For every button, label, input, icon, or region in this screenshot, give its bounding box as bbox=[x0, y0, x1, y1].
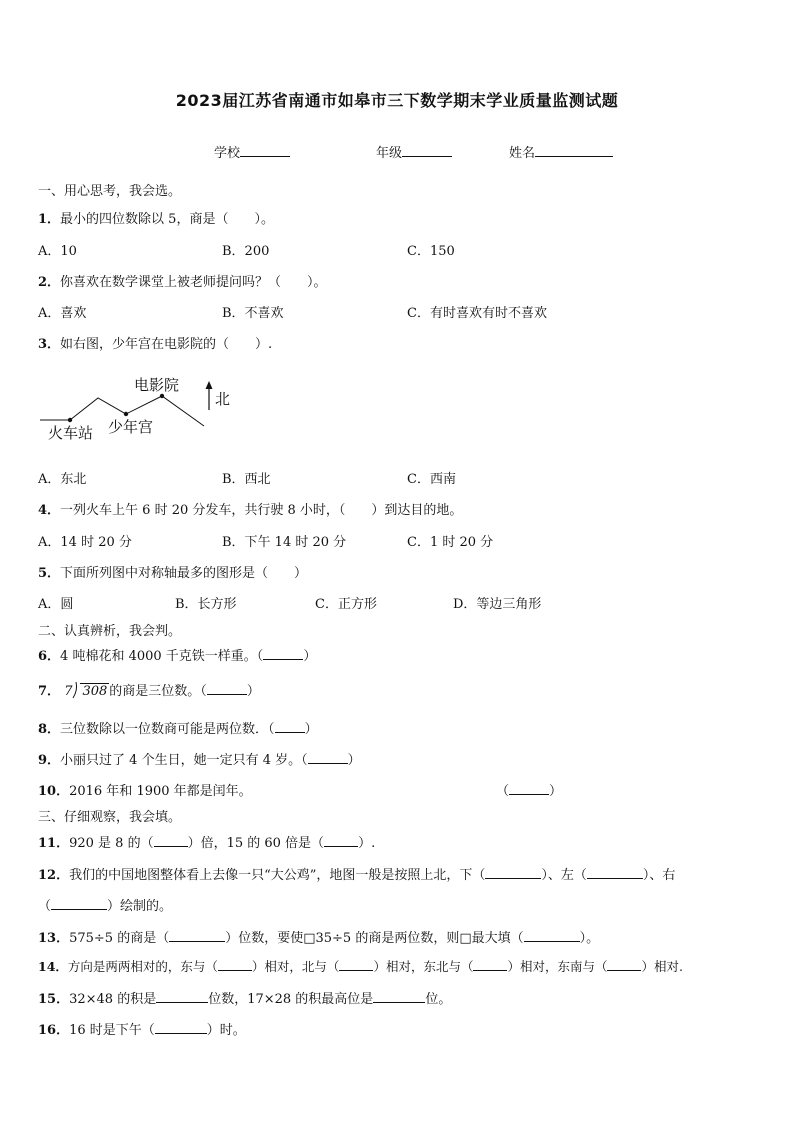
q12-blank-left[interactable] bbox=[587, 866, 643, 879]
q12-blank-down[interactable] bbox=[485, 866, 541, 879]
q5-option-c: C．正方形 bbox=[315, 597, 377, 612]
question-9: 9．小丽只过了 4 个生日，她一定只有 4 岁。（ ） bbox=[38, 753, 361, 768]
q10-answer-blank[interactable] bbox=[509, 782, 549, 795]
q4-option-b: B．下午 14 时 20 分 bbox=[222, 535, 347, 550]
cinema-dot bbox=[160, 394, 164, 398]
cinema-label: 电影院 bbox=[134, 376, 180, 394]
q16-blank[interactable] bbox=[155, 1021, 207, 1034]
q1-option-b: B．200 bbox=[222, 244, 270, 259]
question-12-line-2: （ ）绘制的。 bbox=[38, 899, 173, 914]
q3-option-b: B．西北 bbox=[222, 472, 271, 487]
name-blank bbox=[535, 144, 613, 157]
grade-field bbox=[376, 142, 452, 161]
q2-option-c: C．有时喜欢有时不喜欢 bbox=[407, 306, 547, 321]
school-blank bbox=[240, 144, 290, 157]
section-2-heading: 二、认真辨析，我会判。 bbox=[38, 624, 182, 639]
north-arrow-icon bbox=[206, 381, 213, 389]
q15-blank-1[interactable] bbox=[156, 990, 208, 1003]
question-11: 11．920 是 8 的（ ）倍，15 的 60 倍是（ ）. bbox=[38, 836, 376, 851]
q11-blank-1[interactable] bbox=[154, 834, 188, 847]
youth-palace-dot bbox=[124, 412, 128, 416]
school-label: 学校 bbox=[214, 146, 241, 161]
page-title: 2023届江苏省南通市如皋市三下数学期末学业质量监测试题 bbox=[175, 91, 619, 110]
question-6: 6．4 吨棉花和 4000 千克铁一样重。（ ） bbox=[38, 649, 317, 664]
youth-palace-label: 少年宫 bbox=[108, 418, 154, 436]
q3-option-a: A．东北 bbox=[38, 472, 87, 487]
question-1: 1．最小的四位数除以 5，商是（ ）。 bbox=[38, 212, 274, 227]
question-12: 12．我们的中国地图整体看上去像一只“大公鸡”，地图一般是按照上北，下（ ）、左（ ）、右 bbox=[38, 868, 676, 883]
direction-diagram bbox=[38, 370, 238, 450]
question-3: 3．如右图，少年宫在电影院的（ ）. bbox=[38, 337, 273, 352]
long-division-expression: 7 308 bbox=[64, 681, 109, 699]
q1-option-a: A．10 bbox=[38, 244, 77, 259]
section-1-heading: 一、用心思考，我会选。 bbox=[38, 184, 182, 199]
q15-blank-2[interactable] bbox=[373, 990, 425, 1003]
q2-option-a: A．喜欢 bbox=[38, 306, 87, 321]
q3-option-c: C．西南 bbox=[407, 472, 456, 487]
q14-blank-1[interactable] bbox=[218, 958, 252, 971]
q13-blank-2[interactable] bbox=[524, 929, 580, 942]
question-14: 14．方向是两两相对的，东与（ ）相对，北与（ ）相对，东北与（ ）相对，东南与（ ）相对. bbox=[38, 959, 683, 974]
question-4: 4．一列火车上午 6 时 20 分发车，共行驶 8 小时，（ ）到达目的地。 bbox=[38, 503, 463, 518]
q14-blank-3[interactable] bbox=[473, 958, 507, 971]
q4-option-c: C．1 时 20 分 bbox=[407, 535, 494, 550]
q9-answer-blank[interactable] bbox=[308, 751, 348, 764]
q10-answer: （ ） bbox=[496, 784, 563, 799]
q5-option-d: D．等边三角形 bbox=[453, 597, 542, 612]
q14-blank-4[interactable] bbox=[607, 958, 641, 971]
name-field bbox=[509, 142, 613, 161]
q5-option-a: A．圆 bbox=[38, 597, 74, 612]
q13-blank-1[interactable] bbox=[169, 929, 225, 942]
q4-option-a: A．14 时 20 分 bbox=[38, 535, 132, 550]
q6-answer-blank[interactable] bbox=[263, 647, 303, 660]
question-8: 8．三位数除以一位数商可能是两位数．（ ） bbox=[38, 722, 318, 737]
station-label: 火车站 bbox=[48, 424, 94, 442]
grade-label: 年级 bbox=[376, 146, 403, 161]
question-5: 5．下面所列图中对称轴最多的图形是（ ） bbox=[38, 566, 308, 581]
question-10: 10．2016 年和 1900 年都是闰年。 bbox=[38, 784, 252, 799]
q2-option-b: B．不喜欢 bbox=[222, 306, 284, 321]
question-16: 16．16 时是下午（ ）时。 bbox=[38, 1023, 246, 1038]
north-label: 北 bbox=[215, 390, 231, 408]
q12-blank-right[interactable] bbox=[51, 897, 107, 910]
q7-answer-blank[interactable] bbox=[207, 682, 247, 695]
q11-blank-2[interactable] bbox=[324, 834, 358, 847]
question-7: 7． 7 308 的商是三位数。（ ） bbox=[38, 680, 260, 699]
q5-option-b: B．长方形 bbox=[175, 597, 237, 612]
section-3-heading: 三、仔细观察，我会填。 bbox=[38, 810, 182, 825]
question-13: 13．575÷5 的商是（ ）位数，要使□35÷5 的商是两位数，则□最大填（ ）。 bbox=[38, 931, 600, 946]
question-2: 2．你喜欢在数学课堂上被老师提问吗？（ ）。 bbox=[38, 275, 327, 290]
question-15: 15．32×48 的积是 位数，17×28 的积最高位是 位。 bbox=[38, 992, 452, 1007]
station-dot bbox=[68, 418, 72, 422]
q8-answer-blank[interactable] bbox=[275, 720, 305, 733]
grade-blank bbox=[402, 144, 452, 157]
name-label: 姓名 bbox=[509, 146, 536, 161]
q1-option-c: C．150 bbox=[407, 244, 455, 259]
q14-blank-2[interactable] bbox=[339, 958, 373, 971]
school-field bbox=[214, 142, 290, 161]
